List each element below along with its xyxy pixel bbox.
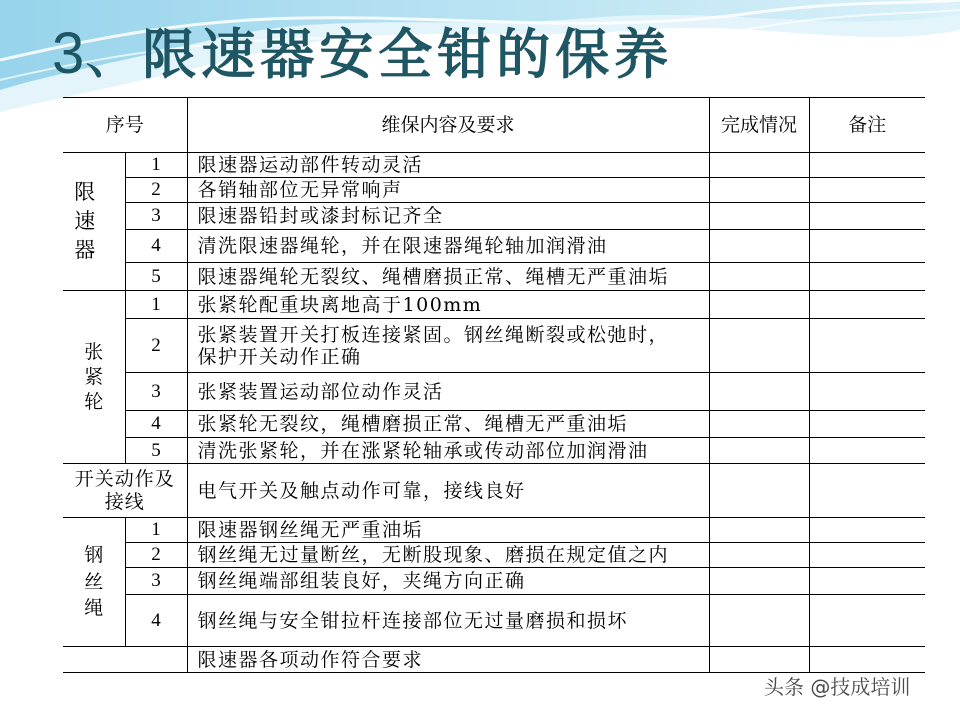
- remark-cell: [809, 543, 925, 568]
- item-requirement: [187, 319, 709, 373]
- completion-cell: [709, 518, 809, 543]
- header-status: 完成情况: [709, 98, 809, 153]
- category-label: 钢丝绳: [84, 544, 104, 620]
- item-requirement: 张紧装置运动部位动作灵活: [187, 373, 709, 411]
- item-requirement-line: 张紧装置开关打板连接紧固。钢丝绳断裂或松弛时，: [197, 323, 670, 346]
- header-content: 维保内容及要求: [187, 98, 709, 153]
- header-remark: 备注: [809, 98, 925, 153]
- item-number: 2: [125, 319, 187, 373]
- completion-cell: [709, 411, 809, 438]
- completion-cell: [709, 263, 809, 291]
- item-requirement: 限速器绳轮无裂纹、绳槽磨损正常、绳槽无严重油垢: [187, 263, 709, 291]
- completion-cell: [709, 568, 809, 595]
- item-requirement: 清洗张紧轮，并在涨紧轮轴承或传动部位加润滑油: [187, 438, 709, 464]
- table-row: [63, 568, 925, 595]
- item-number: 1: [125, 518, 187, 543]
- category-label: 张紧轮: [84, 340, 104, 413]
- category-label-line: 开关动作及: [74, 467, 175, 490]
- table-row: [63, 230, 925, 263]
- remark-cell: [809, 291, 925, 319]
- item-number: 5: [125, 263, 187, 291]
- item-number: 1: [125, 291, 187, 319]
- completion-cell: [709, 319, 809, 373]
- title-number: 3、: [52, 21, 143, 86]
- title-text: 限速器安全钳的保养: [142, 23, 674, 86]
- remark-cell: [809, 438, 925, 464]
- completion-cell: [709, 203, 809, 230]
- category-cell-wire-rope: [63, 518, 125, 647]
- item-number: 3: [125, 203, 187, 230]
- remark-cell: [809, 263, 925, 291]
- item-requirement: 钢丝绳端部组装良好，夹绳方向正确: [187, 568, 709, 595]
- category-cell-governor: [63, 153, 125, 291]
- table-row: [63, 373, 925, 411]
- remark-cell: [809, 203, 925, 230]
- category-cell-empty: [63, 647, 187, 673]
- table-row: [63, 291, 925, 319]
- item-requirement: 限速器运动部件转动灵活: [187, 153, 709, 178]
- table-row: [63, 543, 925, 568]
- remark-cell: [809, 178, 925, 203]
- remark-cell: [809, 518, 925, 543]
- remark-cell: [809, 411, 925, 438]
- table-row: [63, 647, 925, 673]
- completion-cell: [709, 438, 809, 464]
- item-number: 3: [125, 568, 187, 595]
- item-requirement: 钢丝绳与安全钳拉杆连接部位无过量磨损和损坏: [187, 595, 709, 647]
- remark-cell: [809, 464, 925, 518]
- header-seq: 序号: [63, 98, 187, 153]
- item-requirement: 清洗限速器绳轮，并在限速器绳轮轴加润滑油: [187, 230, 709, 263]
- remark-cell: [809, 647, 925, 673]
- remark-cell: [809, 319, 925, 373]
- item-number: 2: [125, 543, 187, 568]
- table-row: [63, 595, 925, 647]
- completion-cell: [709, 543, 809, 568]
- item-number: 4: [125, 411, 187, 438]
- item-number: 4: [125, 230, 187, 263]
- completion-cell: [709, 647, 809, 673]
- category-cell-tensioner: [63, 291, 125, 464]
- completion-cell: [709, 291, 809, 319]
- remark-cell: [809, 568, 925, 595]
- page-title: [52, 22, 673, 86]
- item-number: 4: [125, 595, 187, 647]
- item-requirement: 各销轴部位无异常响声: [187, 178, 709, 203]
- table-row: [63, 153, 925, 178]
- item-requirement: 钢丝绳无过量断丝，无断股现象、磨损在规定值之内: [187, 543, 709, 568]
- item-requirement: 限速器铅封或漆封标记齐全: [187, 203, 709, 230]
- remark-cell: [809, 153, 925, 178]
- item-requirement: 张紧轮无裂纹，绳槽磨损正常、绳槽无严重油垢: [187, 411, 709, 438]
- item-number: 1: [125, 153, 187, 178]
- item-requirement: 张紧轮配重块离地高于100mm: [187, 291, 709, 319]
- category-label: 限速器: [74, 180, 96, 262]
- item-number: 5: [125, 438, 187, 464]
- completion-cell: [709, 595, 809, 647]
- table-row: [63, 263, 925, 291]
- remark-cell: [809, 230, 925, 263]
- item-requirement: 限速器钢丝绳无严重油垢: [187, 518, 709, 543]
- table-row: [63, 178, 925, 203]
- item-requirement: 电气开关及触点动作可靠，接线良好: [187, 464, 709, 518]
- category-label-line: 接线: [104, 490, 145, 513]
- completion-cell: [709, 373, 809, 411]
- item-number: 2: [125, 178, 187, 203]
- table-row: [63, 518, 925, 543]
- table-row: [63, 411, 925, 438]
- table-header-row: [63, 98, 925, 153]
- maintenance-table: [63, 97, 925, 673]
- remark-cell: [809, 373, 925, 411]
- completion-cell: [709, 153, 809, 178]
- table-row: [63, 203, 925, 230]
- completion-cell: [709, 464, 809, 518]
- completion-cell: [709, 230, 809, 263]
- item-number: 3: [125, 373, 187, 411]
- remark-cell: [809, 595, 925, 647]
- item-requirement: 限速器各项动作符合要求: [187, 647, 709, 673]
- table-row: [63, 438, 925, 464]
- item-requirement-line: 保护开关动作正确: [197, 345, 362, 368]
- table-row: [63, 319, 925, 373]
- category-cell-switch: [63, 464, 187, 518]
- completion-cell: [709, 178, 809, 203]
- table-row: [63, 464, 925, 518]
- watermark: 头条 @技成培训: [764, 675, 911, 699]
